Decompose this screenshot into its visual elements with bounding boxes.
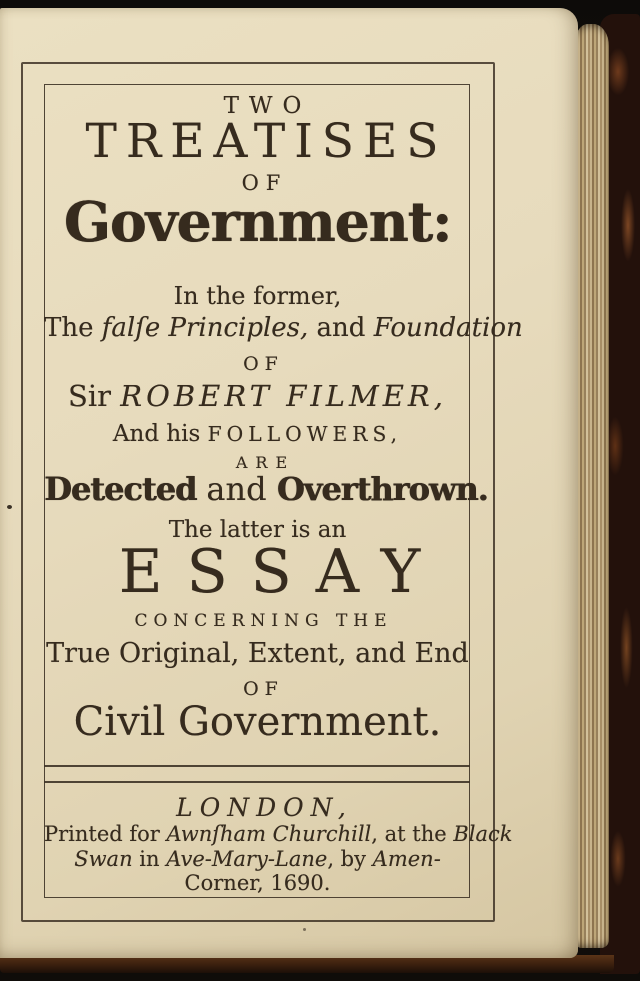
publisher-name: Awnſham Churchill — [166, 822, 372, 846]
of-word-3: OF — [243, 678, 284, 700]
filmer-line — [44, 381, 471, 412]
double-rule-top — [44, 765, 470, 767]
essay-title: ESSAY — [118, 537, 445, 607]
are-word: ARE — [235, 453, 296, 472]
street-name: Ave-Mary-Lane — [166, 847, 328, 871]
text-segment-italic: Foundation — [373, 313, 523, 343]
main-title-treatises: TREATISES — [85, 114, 448, 169]
robert-filmer-name: ROBERT FILMER, — [120, 379, 447, 413]
imprint-line-2 — [44, 848, 471, 871]
text-segment-italic: falſe Principles, — [101, 313, 309, 343]
text-segment: and — [196, 470, 277, 508]
text-segment: The — [44, 313, 102, 343]
london-imprint-city: LONDON, — [176, 793, 353, 822]
latter-intro: The latter is an — [168, 517, 347, 543]
former-subtitle — [44, 313, 523, 343]
detected-overthrown-line — [44, 470, 488, 508]
imprint-line-3: Corner, 1690. — [184, 871, 331, 895]
former-intro: In the former, — [173, 282, 342, 310]
detected-blackletter: Detected — [44, 470, 197, 508]
followers-caps: FOLLOWERS, — [207, 422, 403, 446]
true-original-line: True Original, Extent, and End — [46, 638, 469, 669]
text-segment: in — [132, 847, 167, 871]
text-segment: and — [308, 313, 374, 343]
paper-speck — [303, 928, 306, 931]
text-segment: And his — [112, 421, 208, 447]
page-fore-edge — [574, 24, 609, 948]
overthrown-blackletter: Overthrown. — [276, 470, 488, 508]
civil-government-line: Civil Government. — [73, 699, 442, 745]
concerning-the: CONCERNING THE — [134, 611, 393, 631]
paper-speck — [7, 505, 12, 509]
text-segment: Printed for — [44, 822, 167, 846]
half-title-two: TWO — [223, 93, 312, 119]
followers-line — [44, 422, 471, 447]
text-segment: , by — [327, 847, 373, 871]
text-segment: Sir — [68, 379, 121, 413]
government-blackletter: Government: — [63, 189, 452, 254]
of-word-2: OF — [243, 353, 284, 375]
title-page — [0, 8, 578, 958]
text-segment-italic: Amen- — [372, 847, 441, 871]
imprint-line-1 — [44, 822, 513, 846]
of-word-1: OF — [241, 171, 288, 195]
text-segment: , at the — [371, 822, 454, 846]
text-segment-italic: Swan — [74, 847, 133, 871]
double-rule-bottom — [44, 781, 470, 783]
text-segment-italic: Black — [453, 822, 513, 846]
